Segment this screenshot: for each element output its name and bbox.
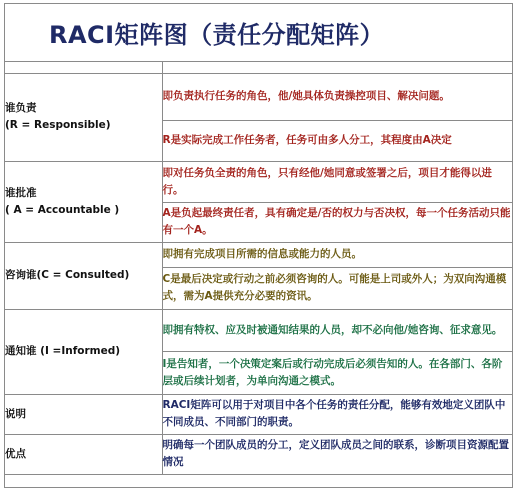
row-label: 优点 — [5, 447, 26, 460]
desc-cell: 即拥有完成项目所需的信息或能力的人员。 — [162, 242, 512, 267]
role-cell-responsible — [5, 74, 162, 161]
role-name: 咨询谁(C = Consulted) — [5, 269, 130, 281]
desc-cell: A是负起最终责任者，具有确定是/否的权力与否决权，每一个任务活动只能有一个A。 — [162, 202, 512, 242]
role-name: 谁批准 — [5, 186, 37, 199]
desc-cell: 明确每一个团队成员的分工，定义团队成员之间的联系，诊断项目资源配置情况 — [162, 434, 512, 474]
table-row-accountable — [5, 161, 512, 202]
desc-cell: I是告知者，一个决策定案后或行动完成后必须告知的人。在各部门、各阶层或后续计划者，为单向沟通之模式。 — [162, 351, 512, 394]
table-row-informed — [5, 309, 512, 351]
role-code: ( A = Accountable ) — [5, 203, 120, 216]
desc-cell: R是实际完成工作任务者，任务可由多人分工，其程度由A决定 — [162, 120, 512, 161]
role-cell-advantages — [5, 434, 162, 474]
table-row-advantages — [5, 434, 512, 474]
desc-cell: 即负责执行任务的角色，他/她具体负责操控项目、解决问题。 — [162, 74, 512, 120]
role-cell-accountable — [5, 161, 162, 242]
desc-cell: 即对任务负全责的角色，只有经他/她同意或签署之后，项目才能得以进行。 — [162, 161, 512, 202]
table-row-description — [5, 394, 512, 434]
raci-table — [5, 74, 512, 475]
role-code: (R = Responsible) — [5, 119, 111, 132]
role-name: 通知谁 (I =Informed) — [5, 345, 121, 357]
row-label: 说明 — [5, 407, 26, 420]
desc-cell: RACI矩阵可以用于对项目中各个任务的责任分配，能够有效地定义团队中不同成员、不同部门的职责。 — [162, 394, 512, 434]
role-name: 谁负责 — [5, 102, 37, 115]
desc-cell: 即拥有特权、应及时被通知结果的人员，却不必向他/她咨询、征求意见。 — [162, 309, 512, 351]
spacer-row — [5, 62, 512, 74]
table-row-responsible — [5, 74, 512, 120]
desc-cell: C是最后决定或行动之前必须咨询的人。可能是上司或外人；为双向沟通模式，需为A提供充分必要的资讯。 — [162, 267, 512, 309]
table-row-consulted — [5, 242, 512, 267]
role-cell-description — [5, 394, 162, 434]
page-title: RACI矩阵图（责任分配矩阵） — [5, 4, 512, 62]
role-cell-consulted — [5, 242, 162, 309]
role-cell-informed — [5, 309, 162, 394]
raci-sheet — [4, 3, 513, 488]
